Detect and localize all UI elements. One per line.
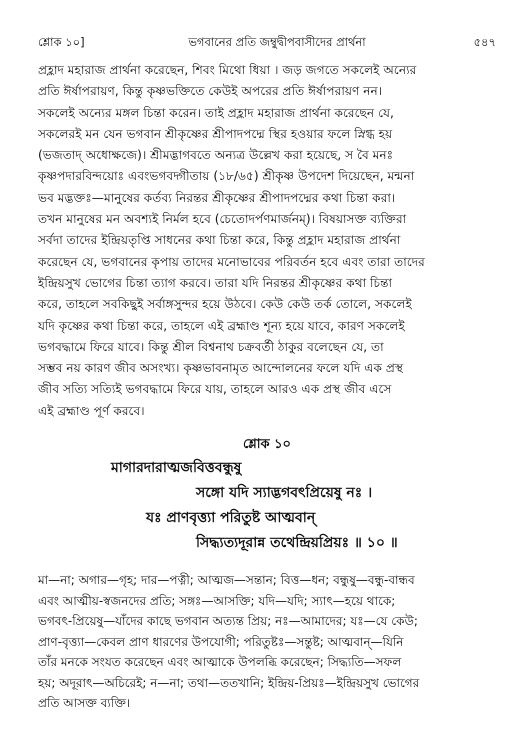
synonyms-line: ভগবৎ-প্রিয়েষু—যাঁদের কাছে ভগবান অত্যন্ত প্রিয়; নঃ—আমাদের; যঃ—যে কেউ;: [38, 614, 418, 629]
verse-line-2: সঙ্গো যদি স্যাদ্ভগবৎপ্রিয়েষু নঃ ।: [196, 485, 373, 502]
purport-line: তখন মানুষের মন অবশ্যই নির্মল হবে (চেতোদর্পণমার্জনম্)। বিষয়াসক্ত ব্যক্তিরা: [38, 212, 407, 227]
synonyms-line: তাঁর মনকে সংযত করেছেন এবং আত্মাকে উপলব্ধি করেছেন; সিদ্ধ্যতি—সফল: [38, 655, 402, 670]
purport-line: এই ব্রহ্মাণ্ড পূর্ণ করবে।: [38, 403, 145, 418]
synonyms-line: মা—না; অগার—গৃহ; দার—পত্নী; আত্মজ—সন্তান; বিত্ত—ধন; বন্ধুষু—বন্ধু-বান্ধব: [38, 573, 415, 588]
synonyms-line: এবং আত্মীয়-স্বজনদের প্রতি; সঙ্গঃ—আসক্তি; যদি—যদি; স্যাৎ—হয়ে থাকে;: [38, 593, 396, 608]
running-header: [38, 34, 496, 50]
verse-line-3: যঃ প্রাণবৃত্ত্যা পরিতুষ্ট আত্মবান্: [146, 510, 316, 527]
header-chapter-title: ভগবানের প্রতি জম্বুদ্বীপবাসীদের প্রার্থনা: [188, 35, 366, 49]
purport-line: সম্ভব নয় কারণ জীব অসংখ্য। কৃষ্ণভাবনামৃত আন্দোলনের ফলে যদি এক প্রস্থ: [38, 361, 404, 376]
synonyms-line: প্রাণ-বৃত্ত্যা—কেবল প্রাণ ধারণের উপযোগী; পরিতুষ্টঃ—সন্তুষ্ট; আত্মবান্—যিনি: [38, 634, 404, 649]
purport-line: করে, তাহলে সবকিছুই সর্বাঙ্গসুন্দর হয়ে উঠবে। কেউ কেউ তর্ক তোলে, সকলেই: [38, 297, 412, 312]
verse-line-1: মাগারদারাত্মজবিত্তবন্ধুষু: [111, 460, 242, 477]
purport-line: ভগবদ্ধামে ফিরে যাবে। কিন্তু শ্রীল বিশ্বনাথ চক্রবর্তী ঠাকুর বলেছেন যে, তা: [38, 339, 384, 354]
sanskrit-verse: [38, 456, 496, 556]
purport-line: যদি কৃষ্ণের কথা চিন্তা করে, তাহলে এই ব্রহ্মাণ্ড শূন্য হয়ে যাবে, কারণ সকলেই: [38, 318, 405, 333]
book-page: [38, 34, 496, 714]
purport-line: সকলেই অন্যের মঙ্গল চিন্তা করেন। তাই প্রহ্লাদ মহারাজ প্রার্থনা করেছেন যে,: [38, 105, 394, 120]
purport-line: ইন্দ্রিয়সুখ ভোগের চিন্তা ত্যাগ করবে। তারা যদি নিরন্তর শ্রীকৃষ্ণের কথা চিন্তা: [38, 275, 393, 290]
purport-line: প্রতি ঈর্ষাপরায়ণ, কিন্তু কৃষ্ণভক্তিতে কেউই অপরের প্রতি ঈর্ষাপরায়ণ নন।: [38, 84, 383, 99]
purport-paragraph: [38, 60, 496, 422]
verse-heading: শ্লোক ১০: [242, 437, 292, 453]
purport-line: জীব সত্যি সত্যিই ভগবদ্ধামে ফিরে যায়, তাহলে আরও এক প্রস্থ জীব এসে: [38, 382, 392, 397]
verse-line-4: সিদ্ধ্যত্যদূরান্ন তথেন্দ্রিয়প্রিয়ঃ ॥ ১০ ॥: [196, 535, 398, 552]
synonyms-line: প্রতি আসক্ত ব্যক্তি।: [38, 696, 131, 711]
purport-line: ভব মদ্ভক্তঃ—মানুষের কর্তব্য নিরন্তর শ্রীকৃষ্ণের শ্রীপাদপদ্মের কথা চিন্তা করা।: [38, 190, 396, 205]
purport-line: কৃষ্ণপদারবিন্দয়োঃ এবংভগবদ্গীতায় (১৮/৬৫) শ্রীকৃষ্ণ উপদেশ দিয়েছেন, মন্মনা: [38, 169, 415, 184]
purport-line: সর্বদা তাদের ইন্দ্রিয়তৃপ্তি সাধনের কথা চিন্তা করে, কিন্তু প্রহ্লাদ মহারাজ প্রার্থনা: [38, 233, 401, 248]
purport-line: করেছেন যে, ভগবানের কৃপায় তাদের মনোভাবের পরিবর্তন হবে এবং তারা তাদের: [38, 254, 425, 269]
purport-line: (ভজতাদ্ অধোক্ষজে)। শ্রীমদ্ভাগবতে অন্যত্র উল্লেখ করা হয়েছে, স বৈ মনঃ: [38, 148, 394, 163]
header-verse-label: শ্লোক ১০]: [38, 35, 85, 49]
synonyms-paragraph: [38, 570, 496, 714]
purport-line: প্রহ্লাদ মহারাজ প্রার্থনা করেছেন, শিবং মিথো ধিয়া । জড় জগতে সকলেই অন্যের: [38, 63, 417, 77]
page-number: ৫৪৭: [473, 35, 496, 49]
synonyms-line: হয়; অদূরাৎ—অচিরেই; ন—না; তথা—ততখানি; ইন্দ্রিয়-প্রিয়ঃ—ইন্দ্রিয়সুখ ভোগের: [38, 675, 420, 690]
purport-line: সকলেরই মন যেন ভগবান শ্রীকৃষ্ণের শ্রীপাদপদ্মে স্থির হওয়ার ফলে স্নিগ্ধ হয়: [38, 126, 393, 141]
